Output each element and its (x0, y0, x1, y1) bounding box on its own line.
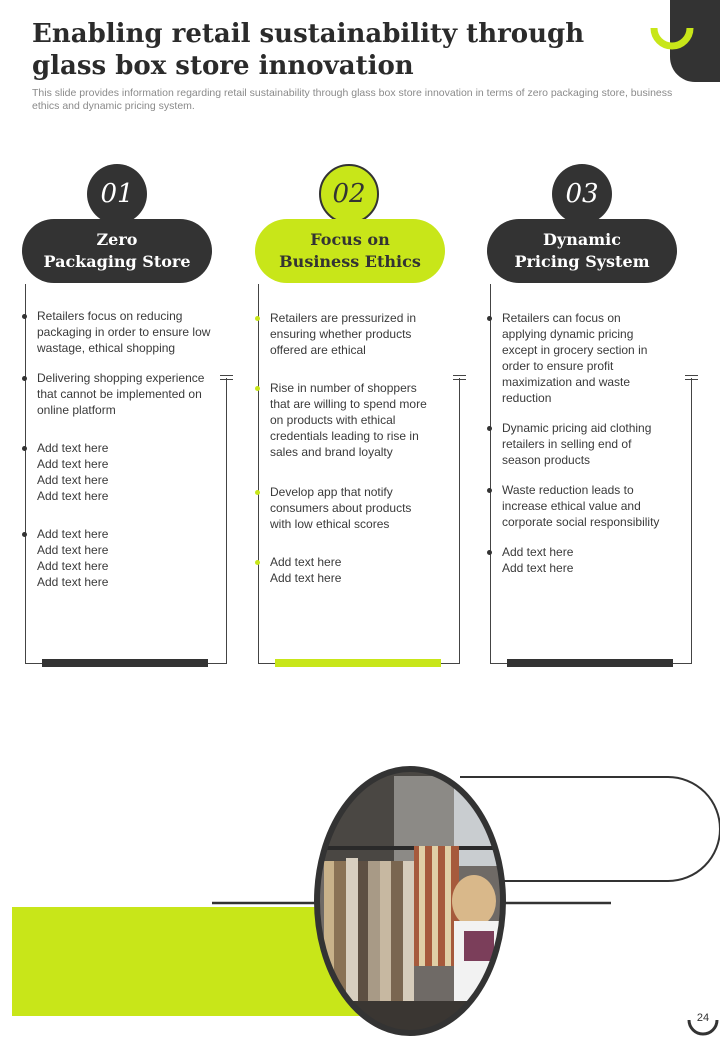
column-title-line1: Zero (96, 230, 138, 249)
list-item: Retailers can focus on applying dynamic pricing except in grocery section in order to ensure profit maximization and waste reduction (487, 310, 652, 406)
clothing-store-photo (314, 766, 506, 1036)
list-item: Develop app that notify consumers about products with low ethical scores (255, 484, 430, 532)
page-title: Enabling retail sustainability through glass box store innovation (32, 19, 585, 81)
list-item: Retailers focus on reducing packaging in order to ensure low wastage, ethical shopping (22, 308, 212, 356)
list-item: Add text here Add text here Add text here Add text here (22, 440, 131, 504)
column-title-line1: Dynamic (543, 230, 621, 249)
list-item: Rise in number of shoppers that are willing to spend more on products with ethical credentials leading to rise in sales and brand loyalty (255, 380, 430, 460)
list-item: Retailers are pressurized in ensuring whether products offered are ethical (255, 310, 445, 358)
list-item: Delivering shopping experience that cannot be implemented on online platform (22, 370, 212, 418)
list-item: Waste reduction leads to increase ethical value and corporate social responsibility (487, 482, 662, 530)
list-item: Dynamic pricing aid clothing retailers in selling end of season products (487, 420, 652, 468)
step-number-badge: 02 (319, 164, 379, 224)
list-item: Add text here Add text here (255, 554, 364, 586)
column-title-line2: Pricing System (514, 252, 650, 271)
step-number-badge: 01 (87, 164, 147, 224)
column-title-line2: Business Ethics (279, 252, 421, 271)
list-item: Add text here Add text here (487, 544, 596, 576)
column-title-line1: Focus on (310, 230, 390, 249)
page-subtitle: This slide provides information regarding retail sustainability through glass box store innovation in terms of zero packaging store, business ethics and dynamic pricing system. (32, 87, 673, 112)
column-title-line2: Packaging Store (43, 252, 191, 271)
list-item: Add text here Add text here Add text here Add text here (22, 526, 131, 590)
page-number: 24 (696, 1012, 710, 1024)
step-number-badge: 03 (552, 164, 612, 224)
